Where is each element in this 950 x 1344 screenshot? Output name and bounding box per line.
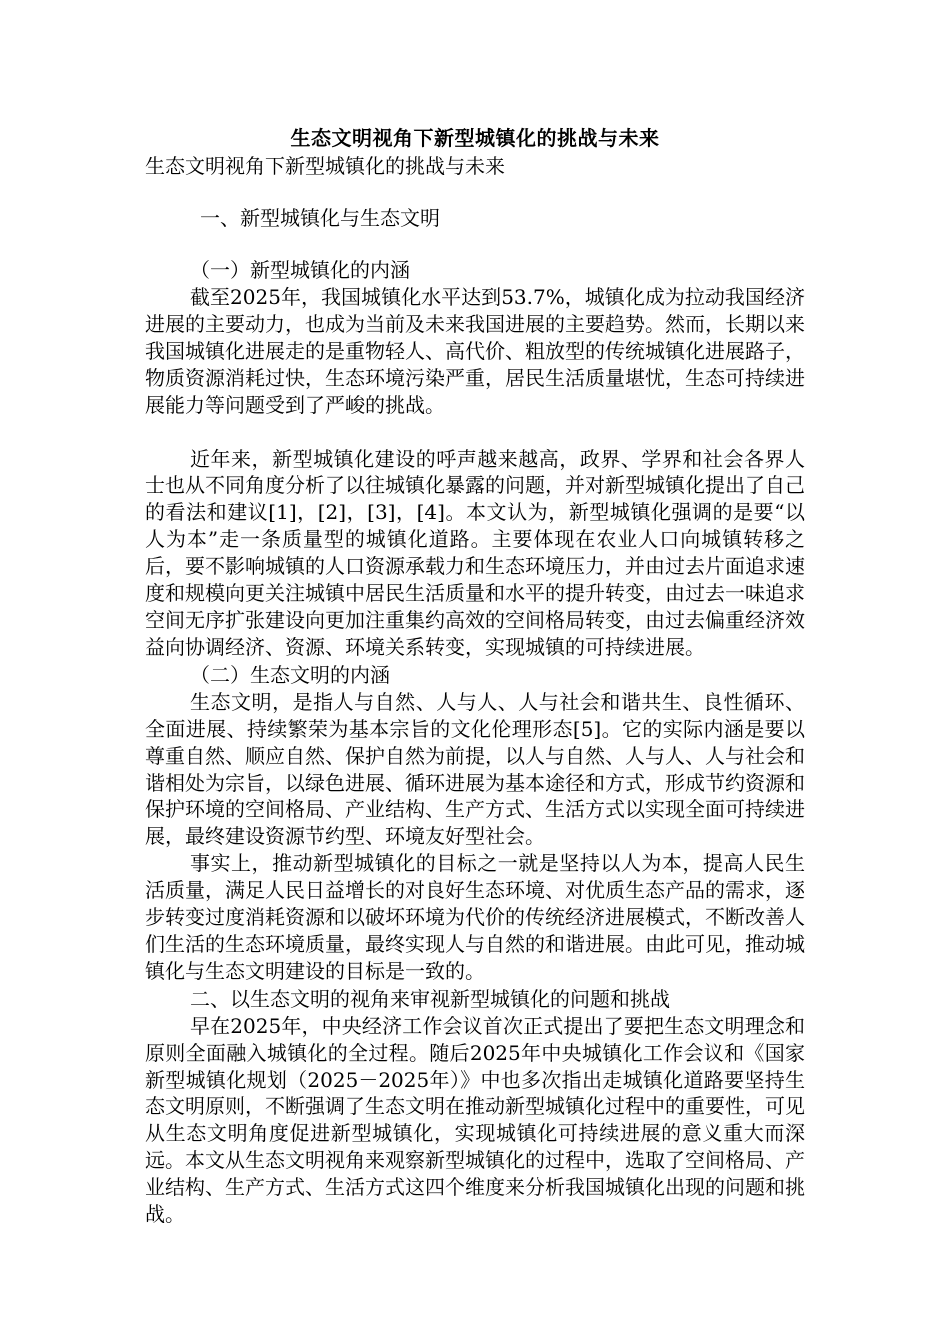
paragraph-1: 截至2025年，我国城镇化水平达到53.7%，城镇化成为拉动我国经济进展的主要动力，也成为当前及未来我国进展的主要趋势。然而，长期以来我国城镇化进展走的是重物轻人、高代价、粗放型的传统城镇化进展路子，物质资源消耗过快，生态环境污染严重，居民生活质量堪忧，生态可持续进展能力等问题受到了严峻的挑战。 bbox=[145, 285, 805, 417]
paragraph-5: 早在2025年，中央经济工作会议首次正式提出了要把生态文明理念和原则全面融入城镇化的全过程。随后2025年中央城镇化工作会议和《国家新型城镇化规划（2025－2025年）》中也多次指出走城镇化道路要坚持生态文明原则，不断强调了生态文明在推动新型城镇化过程中的重要性，可见从生态文明角度促进新型城镇化，实现城镇化可持续进展的意义重大而深远。本文从生态文明视角来观察新型城镇化的过程中，选取了空间格局、产业结构、生产方式、生活方式这四个维度来分析我国城镇化出现的问题和挑战。 bbox=[145, 1013, 805, 1227]
section-2-heading: 二、以生态文明的视角来审视新型城镇化的问题和挑战 bbox=[190, 986, 670, 1011]
subsection-2-heading: （二）生态文明的内涵 bbox=[190, 662, 390, 687]
document-page bbox=[145, 124, 805, 1228]
subsection-1-heading: （一）新型城镇化的内涵 bbox=[190, 258, 410, 282]
document-subtitle: 生态文明视角下新型城镇化的挑战与未来 bbox=[145, 154, 505, 178]
paragraph-2: 近年来，新型城镇化建设的呼声越来越高，政界、学界和社会各界人士也从不同角度分析了以往城镇化暴露的问题，并对新型城镇化提出了自己的看法和建议[1]，[2]，[3]，[4]。本文认为，新型城镇化强调的是要“以人为本”走一条质量型的城镇化道路。主要体现在农业人口向城镇转移之后，要不影响城镇的人口资源承载力和生态环境压力，并由过去片面追求速度和规模向更关注城镇中居民生活质量和水平的提升转变，由过去一味追求空间无序扩张建设向更加注重集约高效的空间格局转变，由过去偏重经济效益向协调经济、资源、环境关系转变，实现城镇的可持续进展。 bbox=[145, 446, 805, 659]
paragraph-3: 生态文明，是指人与自然、人与人、人与社会和谐共生、良性循环、全面进展、持续繁荣为基本宗旨的文化伦理形态[5]。它的实际内涵是要以尊重自然、顺应自然、保护自然为前提，以人与自然、人与人、人与社会和谐相处为宗旨，以绿色进展、循环进展为基本途径和方式，形成节约资源和保护环境的空间格局、产业结构、生产方式、生活方式以实现全面可持续进展，最终建设资源节约型、环境友好型社会。 bbox=[145, 689, 805, 849]
document-title: 生态文明视角下新型城镇化的挑战与未来 bbox=[290, 126, 660, 150]
paragraph-4: 事实上，推动新型城镇化的目标之一就是坚持以人为本，提高人民生活质量，满足人民日益增长的对良好生态环境、对优质生态产品的需求，逐步转变过度消耗资源和以破坏环境为代价的传统经济进展模式，不断改善人们生活的生态环境质量，最终实现人与自然的和谐进展。由此可见，推动城镇化与生态文明建设的目标是一致的。 bbox=[145, 851, 805, 983]
section-1-heading: 一、新型城镇化与生态文明 bbox=[200, 206, 440, 230]
